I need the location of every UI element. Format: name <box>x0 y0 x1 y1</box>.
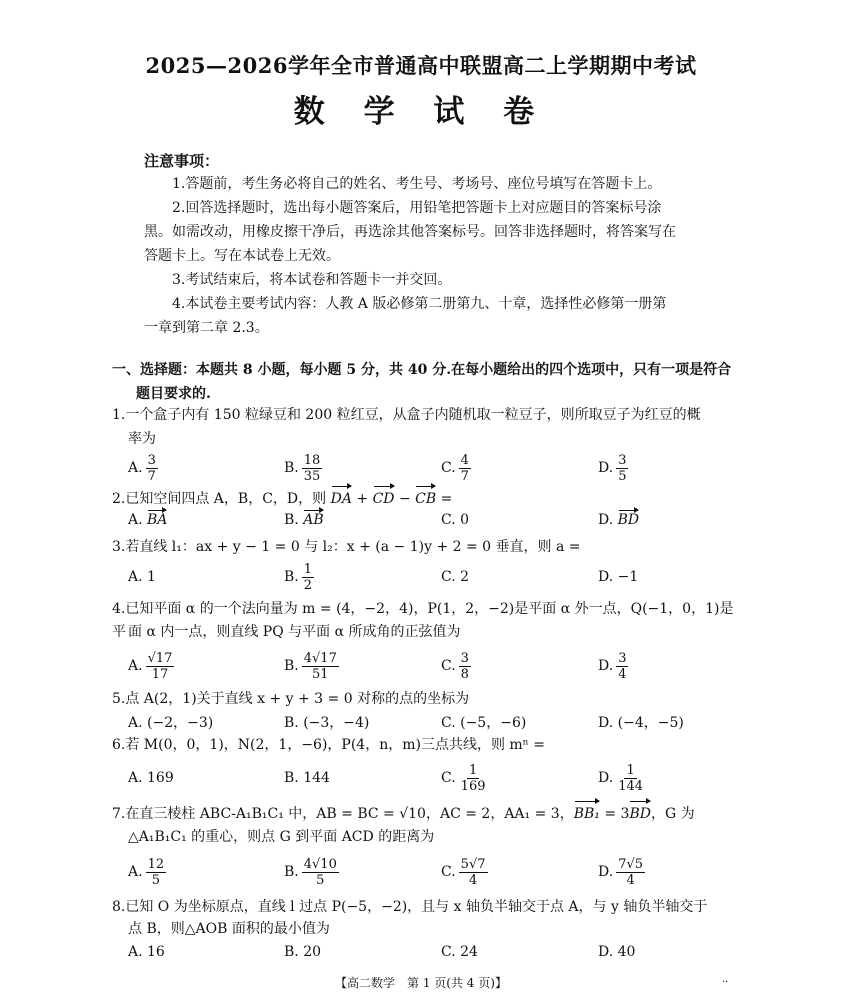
question-4-line2: 面 α 内一点，则直线 PQ 与平面 α 所成角的正弦值为 <box>128 624 461 640</box>
fraction <box>459 651 471 682</box>
denominator: 17 <box>151 666 169 682</box>
denominator: 4 <box>626 872 635 888</box>
fraction <box>459 857 488 888</box>
question-7-stem: 7.在直三棱柱 ABC-A₁B₁C₁ 中，AB = BC = √10，AC = 2，AA₁ = 3， <box>112 806 574 822</box>
numerator: 3 <box>147 452 156 468</box>
option-b <box>284 852 339 892</box>
option-b <box>284 502 324 538</box>
denominator: 5 <box>151 872 160 888</box>
question-1-line2: 率为 <box>128 431 156 447</box>
option-b <box>284 646 339 686</box>
denominator: 51 <box>312 666 329 682</box>
note-2-line2: 黑。如需改动，用橡皮擦干净后，再选涂其他答案标号。回答非选择题时，将答案写在 <box>144 224 676 240</box>
question-7-options <box>128 852 728 892</box>
numerator: √17 <box>147 650 173 666</box>
fraction <box>616 651 628 682</box>
numerator: 4 <box>460 452 469 468</box>
fraction <box>146 651 175 682</box>
numerator: 4√17 <box>303 650 337 666</box>
option-c: C. (−5，−6) <box>441 715 527 731</box>
option-b: B. (−3，−4) <box>284 715 370 731</box>
note-1: 1.答题前，考生务必将自己的姓名、考生号、考场号、座位号填写在答题卡上。 <box>172 176 662 192</box>
question-7-line2: △A₁B₁C₁ 的重心，则点 G 到平面 ACD 的距离为 <box>128 829 435 845</box>
fraction <box>302 562 314 593</box>
option-b <box>284 557 314 597</box>
option-label: D. <box>598 864 614 880</box>
vector-cd: CD <box>373 488 395 511</box>
option-d <box>598 502 639 538</box>
option-label: D. <box>598 770 614 786</box>
option-a <box>128 502 167 538</box>
fraction <box>459 763 488 794</box>
denominator: 8 <box>460 666 469 682</box>
exam-title: 2025—2026学年全市普通高中联盟高二上学期期中考试 <box>145 53 697 78</box>
option-c <box>441 758 488 798</box>
fraction <box>146 453 158 484</box>
footer-mark: ·· <box>722 977 729 988</box>
option-label: B. <box>284 460 299 476</box>
question-4-options <box>128 646 728 686</box>
vector-ab: AB <box>303 512 324 528</box>
option-label: C. 0 <box>441 512 470 528</box>
question-3-line1: 3.若直线 l₁：ax + y − 1 = 0 与 l₂：x + (a − 1)y + 2 = 0 垂直，则 a = <box>112 539 581 555</box>
option-label: C. <box>441 658 456 674</box>
option-a <box>128 646 174 686</box>
numerator: 3 <box>460 650 469 666</box>
notes-heading: 注意事项： <box>144 152 220 170</box>
question-6-line1: 6.若 M(0，0，1)，N(2，1，−6)，P(4，n，m)三点共线，则 mⁿ = <box>112 737 545 753</box>
denominator: 2 <box>303 577 313 593</box>
denominator: 4 <box>468 872 478 888</box>
vector-bb1: BB₁ <box>574 803 600 826</box>
question-1-line1: 1.一个盒子内有 150 粒绿豆和 200 粒红豆，从盒子内随机取一粒豆子，则所取豆子为红豆的概 <box>112 407 701 423</box>
fraction <box>302 453 323 484</box>
vector-bd: BD <box>617 512 640 528</box>
denominator: 7 <box>460 468 469 484</box>
vector-bd: BD <box>629 803 651 826</box>
note-2-line1: 2.回答选择题时，选出每小题答案后，用铅笔把答题卡上对应题目的答案标号涂 <box>172 200 662 216</box>
exam-subject-title: 数 学 试 卷 <box>293 94 549 130</box>
option-c <box>441 448 471 488</box>
equals-sign: = <box>436 491 453 507</box>
option-label: B. <box>284 512 299 528</box>
question-7-stem-end: ，G 为 <box>650 806 695 822</box>
option-label: A. <box>128 460 143 476</box>
option-b: B. 20 <box>284 944 322 960</box>
numerator: 1 <box>468 762 478 778</box>
equals-three: = 3 <box>599 806 630 822</box>
vector-ba: BA <box>147 512 168 528</box>
option-label: A. <box>128 512 143 528</box>
option-label: D. <box>598 658 614 674</box>
denominator: 4 <box>618 666 627 682</box>
option-label: B. <box>284 569 299 585</box>
numerator: 3 <box>618 452 627 468</box>
vector-da: DA <box>331 488 352 511</box>
denominator: 169 <box>460 778 486 794</box>
fraction <box>616 857 645 888</box>
denominator: 5 <box>618 468 627 484</box>
question-8-line1: 8.已知 O 为坐标原点，直线 l 过点 P(−5，−2)，且与 x 轴负半轴交于点 A，与 y 轴负半轴交于 <box>112 899 708 915</box>
question-8-options <box>128 940 728 964</box>
numerator: 5√7 <box>460 856 486 872</box>
fraction <box>302 651 339 682</box>
option-label: A. <box>128 864 143 880</box>
option-label: D. <box>598 460 614 476</box>
option-d: D. (−4，−5) <box>598 715 684 731</box>
note-4-line1: 4.本试卷主要考试内容：人教 A 版必修第二册第九、十章，选择性必修第一册第 <box>172 296 667 312</box>
option-c <box>441 646 471 686</box>
option-label: C. <box>441 460 456 476</box>
numerator: 3 <box>618 650 627 666</box>
option-c: C. 2 <box>441 569 470 585</box>
question-6-options <box>128 758 728 798</box>
option-label: D. <box>598 512 614 528</box>
option-a <box>128 448 158 488</box>
option-c: C. 24 <box>441 944 478 960</box>
option-b <box>284 448 322 488</box>
option-a: A. (−2，−3) <box>128 715 214 731</box>
question-4-line1: 4.已知平面 α 的一个法向量为 m = (4，−2，4)，P(1，2，−2)是平面 α 外一点，Q(−1，0，1)是平 <box>112 601 734 640</box>
section-heading-line2: 题目要求的. <box>136 386 211 402</box>
numerator: 1 <box>303 561 313 577</box>
note-2-line3: 答题卡上。写在本试卷上无效。 <box>144 248 340 264</box>
fraction <box>616 763 645 794</box>
page-footer: 【高二数学 第 1 页(共 4 页)】 <box>335 976 507 990</box>
option-d <box>598 852 645 892</box>
option-a: A. 1 <box>128 569 156 585</box>
option-c <box>441 502 469 538</box>
option-c <box>441 852 488 892</box>
question-7-line1 <box>112 803 742 826</box>
minus-sign: − <box>394 491 416 507</box>
denominator: 5 <box>316 872 325 888</box>
question-2-options <box>128 502 728 538</box>
option-label: B. <box>284 658 299 674</box>
option-b: B. 144 <box>284 770 330 786</box>
option-label: C. <box>441 864 456 880</box>
option-d <box>598 448 628 488</box>
numerator: 12 <box>147 856 165 872</box>
option-label: C. <box>441 770 456 786</box>
option-d <box>598 758 645 798</box>
numerator: 1 <box>626 762 635 778</box>
question-3-options <box>128 557 728 597</box>
question-1-options <box>128 448 728 488</box>
option-d <box>598 646 628 686</box>
question-2-stem: 2.已知空间四点 A，B，C，D，则 <box>112 491 331 507</box>
option-a <box>128 852 166 892</box>
fraction <box>302 857 339 888</box>
fraction <box>616 453 628 484</box>
option-label: B. <box>284 864 299 880</box>
plus-sign: + <box>351 491 373 507</box>
fraction <box>146 857 167 888</box>
option-d: D. 40 <box>598 944 636 960</box>
numerator: 18 <box>303 452 321 468</box>
vector-cb: CB <box>415 488 436 511</box>
section-heading-line1: 一、选择题：本题共 8 小题，每小题 5 分，共 40 分.在每小题给出的四个选项中，只有一项是符合 <box>112 362 732 378</box>
question-5-line1: 5.点 A(2，1)关于直线 x + y + 3 = 0 对称的点的坐标为 <box>112 691 470 707</box>
note-3: 3.考试结束后，将本试卷和答题卡一并交回。 <box>172 272 452 288</box>
fraction <box>459 453 471 484</box>
numerator: 7√5 <box>618 856 644 872</box>
option-d: D. −1 <box>598 569 639 585</box>
option-a: A. 16 <box>128 944 165 960</box>
note-4-line2: 一章到第二章 2.3。 <box>144 320 269 336</box>
denominator: 35 <box>303 468 321 484</box>
denominator: 144 <box>618 778 644 794</box>
option-a: A. 169 <box>128 770 174 786</box>
question-5-options <box>128 710 728 734</box>
numerator: 4√10 <box>303 856 337 872</box>
option-label: A. <box>128 658 143 674</box>
denominator: 7 <box>147 468 156 484</box>
question-8-line2: 点 B，则△AOB 面积的最小值为 <box>128 921 330 937</box>
